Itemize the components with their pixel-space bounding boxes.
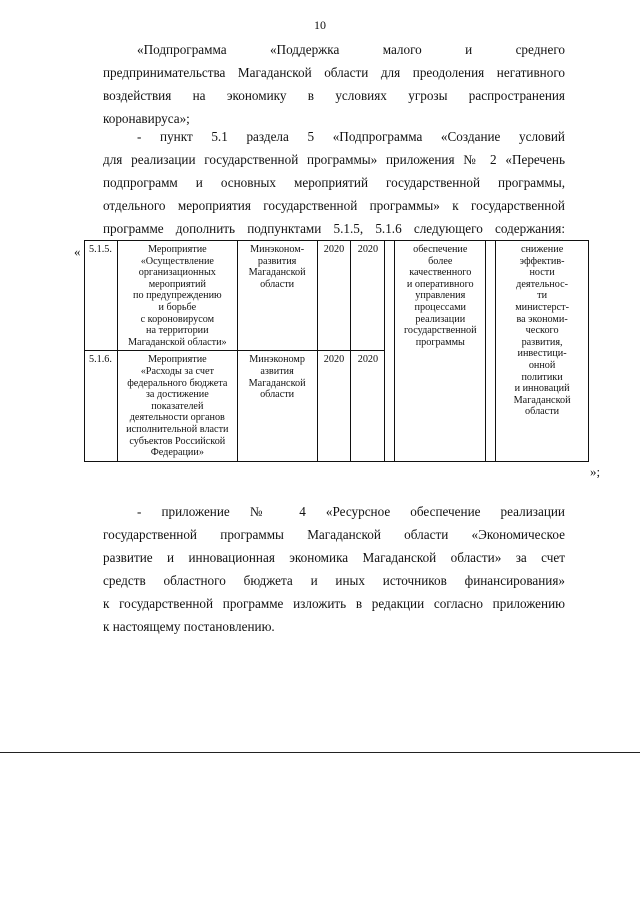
paragraph-appendix-4 <box>103 500 565 638</box>
text-line: развитие и инновационная экономика Магаданской области» за счет <box>103 550 565 565</box>
text-line: программе дополнить подпунктами 5.1.5, 5.1.6 следующего содержания: <box>103 221 565 236</box>
text-line: коронавируса»; <box>103 111 190 126</box>
end-year: 2020 <box>351 241 385 351</box>
text-line: отдельного мероприятия государственной программы» к государственной <box>103 198 565 213</box>
table-open-quote: « <box>74 244 81 259</box>
text-line: «Подпрограмма «Поддержка малого и среднего <box>137 42 565 57</box>
item-number: 5.1.6. <box>85 351 118 461</box>
footer-divider <box>0 752 640 753</box>
expected-result: обеспечение более качественного и оперативного управления процессами реализации государственной программы <box>395 241 486 462</box>
text-line: - пункт 5.1 раздела 5 «Подпрограмма «Создание условий <box>137 129 565 144</box>
blank-column <box>486 241 496 462</box>
text-line: - приложение № 4 «Ресурсное обеспечение реализации <box>137 504 565 519</box>
end-year: 2020 <box>351 351 385 461</box>
paragraph-item-5-1 <box>103 125 565 240</box>
measure-name: Мероприятие «Расходы за счет федерального бюджета за достижение показателей деятельности органов исполнительной власти субъектов Российской Федерации» <box>117 351 237 461</box>
text-line: средств областного бюджета и иных источников финансирования» <box>103 573 565 588</box>
executor: Минэконом- развития Магаданской области <box>237 241 317 351</box>
executor: Минэкономр азвития Магаданской области <box>237 351 317 461</box>
subitems-table <box>84 240 589 462</box>
blank-column <box>385 241 395 462</box>
start-year: 2020 <box>317 241 351 351</box>
text-line: предпринимательства Магаданской области для преодоления негативного <box>103 65 565 80</box>
paragraph-subprogram-support <box>103 38 565 130</box>
table-row <box>85 241 589 351</box>
text-line: государственной программы Магаданской области «Экономическое <box>103 527 565 542</box>
text-line: для реализации государственной программы» приложения № 2 «Перечень <box>103 152 565 167</box>
text-line: к настоящему постановлению. <box>103 619 275 634</box>
start-year: 2020 <box>317 351 351 461</box>
text-line: подпрограмм и основных мероприятий государственной программы, <box>103 175 565 190</box>
table-close-quote: »; <box>590 464 601 479</box>
page-number: 10 <box>314 18 326 32</box>
item-number: 5.1.5. <box>85 241 118 351</box>
consequence: снижение эффектив- ности деятельнос- ти министерст- ва экономи- ческого развития, инвестици- онной политики и инноваций Магаданской области <box>496 241 589 462</box>
text-line: к государственной программе изложить в редакции согласно приложению <box>103 596 565 611</box>
measure-name: Мероприятие «Осуществление организационных мероприятий по предупреждению и борьбе с короновирусом на территории Магаданской области» <box>117 241 237 351</box>
text-line: воздействия на экономику в условиях угрозы распространения <box>103 88 565 103</box>
